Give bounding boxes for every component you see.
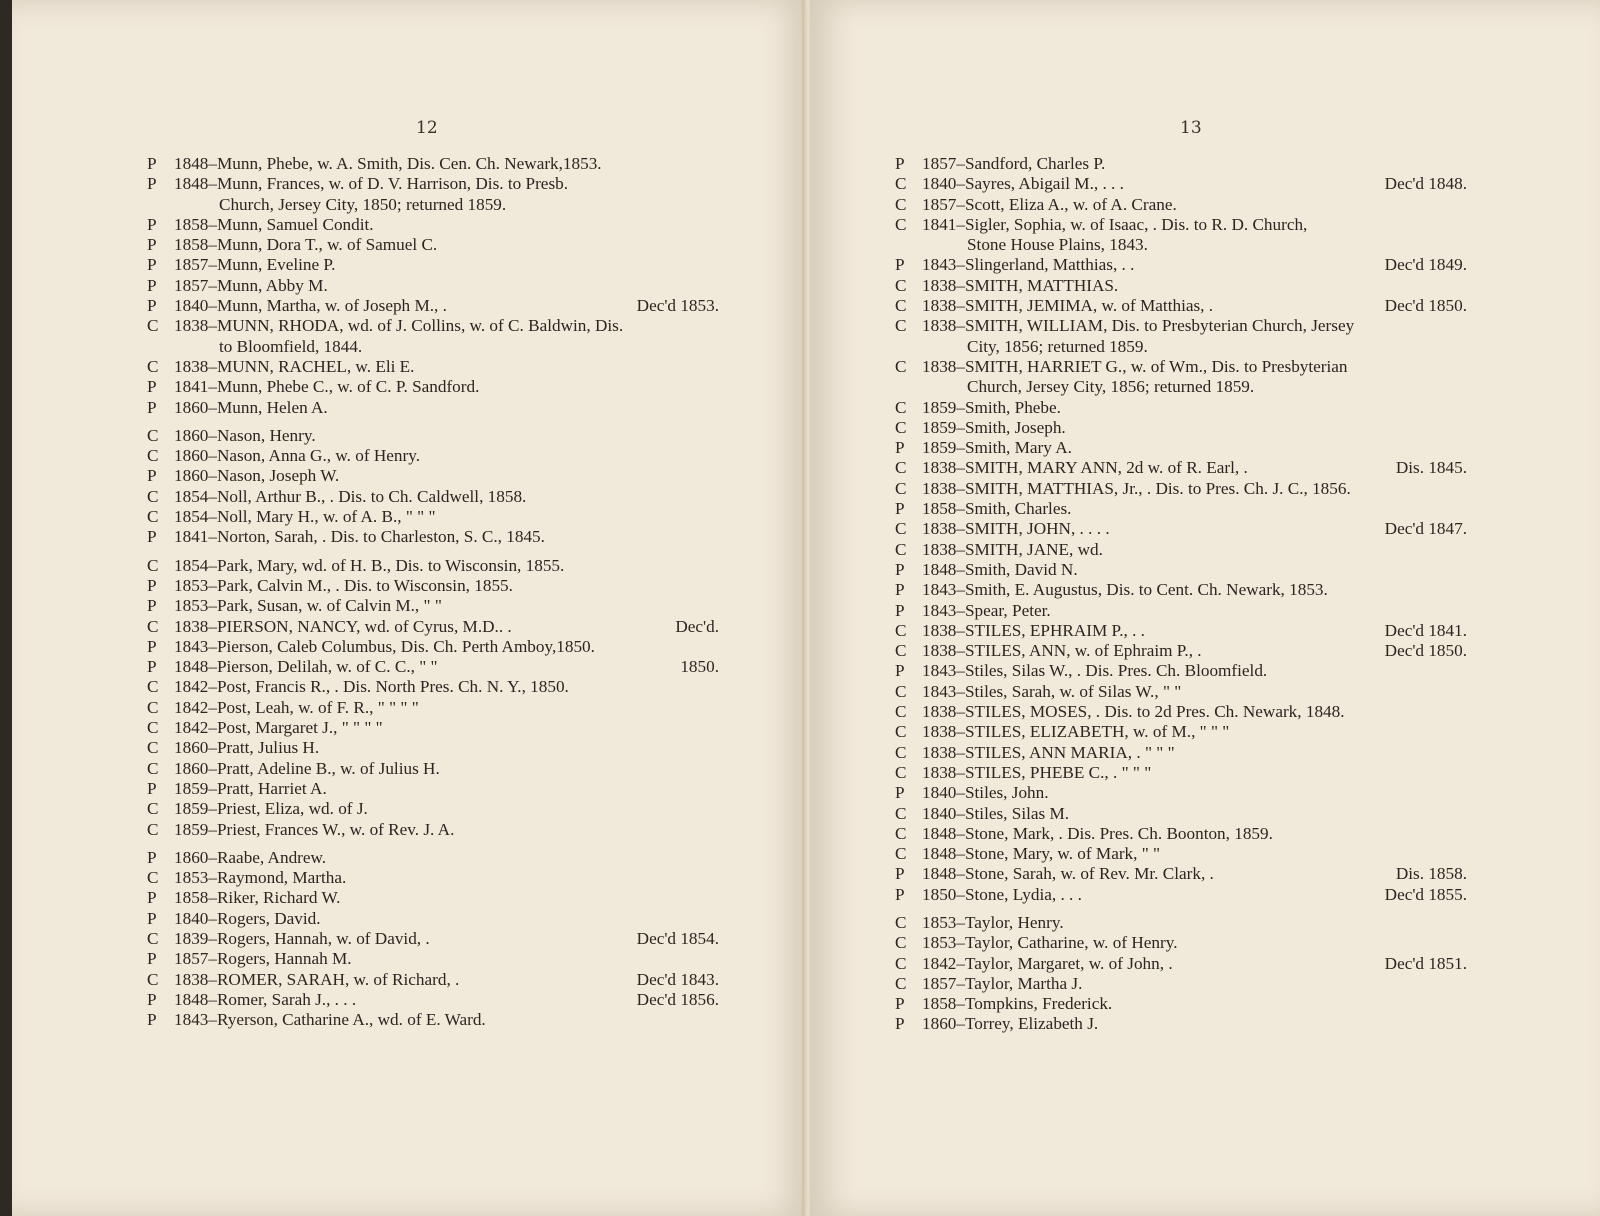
membership-code: P (895, 994, 905, 1014)
list-item (147, 596, 719, 616)
list-item (895, 601, 1467, 621)
membership-code: P (895, 1014, 905, 1034)
membership-code: P (147, 214, 157, 234)
list-item (147, 657, 719, 677)
entry-text: 1841–Sigler, Sophia, w. of Isaac, . Dis. to R. D. Church, (922, 214, 1308, 234)
entry-list (895, 154, 1467, 1035)
list-item (895, 154, 1467, 174)
membership-code: C (895, 397, 907, 417)
entry-text: 1860–Nason, Anna G., w. of Henry. (174, 446, 420, 466)
entry-note: Dec'd 1848. (1384, 174, 1467, 194)
entry-note: Dis. 1845. (1395, 458, 1467, 478)
entry-continuation: Stone House Plains, 1843. (967, 235, 1148, 255)
membership-code: C (147, 316, 159, 336)
entry-text: 1838–MUNN, RHODA, wd. of J. Collins, w. of C. Baldwin, Dis. (174, 316, 624, 336)
list-item (147, 949, 719, 969)
membership-code: P (147, 778, 157, 798)
list-item (895, 458, 1467, 478)
entry-text: 1838–STILES, EPHRAIM P., . . (922, 620, 1145, 640)
list-item (895, 255, 1467, 275)
membership-code: C (895, 722, 907, 742)
entry-text: 1840–Stiles, Silas M. (922, 803, 1070, 823)
entry-note: Dec'd 1841. (1384, 620, 1467, 640)
entry-text: 1842–Post, Margaret J., " " " " (174, 718, 383, 738)
list-item (895, 682, 1467, 702)
entry-text: 1838–STILES, ANN, w. of Ephraim P., . (922, 641, 1202, 661)
entry-note: Dec'd 1850. (1384, 641, 1467, 661)
membership-code: C (147, 425, 159, 445)
entry-text: 1858–Riker, Richard W. (174, 888, 341, 908)
list-item (895, 783, 1467, 803)
list-item (895, 913, 1467, 933)
entry-text: 1848–Munn, Phebe, w. A. Smith, Dis. Cen. Ch. Newark,1853. (174, 154, 602, 173)
membership-code: P (147, 636, 157, 656)
membership-code: C (147, 677, 159, 697)
list-item (895, 661, 1467, 681)
list-item (895, 722, 1467, 742)
entry-text: 1848–Stone, Mark, . Dis. Pres. Ch. Boonton, 1859. (922, 823, 1273, 843)
membership-code: C (147, 697, 159, 717)
membership-code: C (895, 953, 907, 973)
entry-note: Dec'd 1851. (1384, 953, 1467, 973)
list-item (147, 848, 719, 868)
entry-text: 1838–SMITH, MATTHIAS. (922, 275, 1119, 295)
membership-code: C (895, 174, 907, 194)
list-item (895, 621, 1467, 641)
entry-text: 1848–Romer, Sarah J., . . . (174, 989, 357, 1009)
entry-text: 1857–Sandford, Charles P. (922, 154, 1106, 173)
membership-code: C (895, 458, 907, 478)
entry-text: 1854–Noll, Arthur B., . Dis. to Ch. Caldwell, 1858. (174, 486, 527, 506)
entry-text: 1848–Smith, David N. (922, 559, 1078, 579)
entry-text: 1857–Rogers, Hannah M. (174, 949, 352, 969)
entry-continuation: City, 1856; returned 1859. (967, 336, 1148, 356)
membership-code: C (895, 933, 907, 953)
list-item (147, 970, 719, 990)
membership-code: C (895, 316, 907, 336)
entry-text: 1857–Munn, Abby M. (174, 275, 328, 295)
list-item (147, 154, 719, 174)
list-item (147, 296, 719, 316)
membership-code: P (147, 174, 157, 194)
list-item (147, 738, 719, 758)
membership-code: P (895, 154, 905, 173)
list-item (147, 888, 719, 908)
membership-code: C (895, 681, 907, 701)
list-item (147, 276, 719, 296)
entry-text: 1842–Post, Francis R., . Dis. North Pres. Ch. N. Y., 1850. (174, 677, 569, 697)
list-item (147, 617, 719, 637)
membership-code: P (147, 908, 157, 928)
entry-text: 1838–SMITH, JEMIMA, w. of Matthias, . (922, 296, 1214, 316)
membership-code: C (895, 539, 907, 559)
entry-text: 1857–Scott, Eliza A., w. of A. Crane. (922, 194, 1177, 214)
membership-code: C (147, 356, 159, 376)
entry-text: 1858–Tompkins, Frederick. (922, 994, 1113, 1014)
entry-text: 1857–Taylor, Martha J. (922, 973, 1083, 993)
membership-code: C (895, 275, 907, 295)
list-item (895, 479, 1467, 499)
membership-code: P (147, 596, 157, 616)
list-item (147, 398, 719, 418)
membership-code: C (147, 819, 159, 839)
entry-note: Dec'd 1847. (1384, 519, 1467, 539)
membership-code: C (147, 758, 159, 778)
entry-text: 1858–Munn, Samuel Condit. (174, 214, 374, 234)
membership-code: P (895, 580, 905, 600)
entry-note: Dec'd. (675, 616, 719, 636)
list-item (147, 929, 719, 949)
entry-text: 1860–Torrey, Elizabeth J. (922, 1014, 1099, 1034)
list-item (895, 499, 1467, 519)
right-page (810, 0, 1600, 1216)
membership-code: C (147, 928, 159, 948)
entry-text: 1838–SMITH, JOHN, . . . . (922, 519, 1110, 539)
membership-code: P (895, 438, 905, 458)
list-item (895, 540, 1467, 560)
membership-code: P (147, 466, 157, 486)
list-item (895, 954, 1467, 974)
list-item (147, 426, 719, 446)
entry-text: 1860–Pratt, Adeline B., w. of Julius H. (174, 758, 440, 778)
entry-note: Dec'd 1854. (636, 928, 719, 948)
membership-code: C (147, 486, 159, 506)
entry-text: 1838–STILES, ANN MARIA, . " " " (922, 742, 1175, 762)
list-item (147, 779, 719, 799)
list-item (895, 824, 1467, 844)
membership-code: P (147, 847, 157, 867)
membership-code: C (895, 702, 907, 722)
membership-code: P (147, 296, 157, 316)
list-item (147, 527, 719, 547)
entry-text: 1838–SMITH, HARRIET G., w. of Wm., Dis. to Presbyterian (922, 356, 1348, 376)
entry-text: 1843–Stiles, Sarah, w. of Silas W., " " (922, 681, 1182, 701)
entry-text: 1838–SMITH, WILLIAM, Dis. to Presbyterian Church, Jersey (922, 316, 1355, 336)
membership-code: C (895, 742, 907, 762)
entry-note: Dec'd 1849. (1384, 255, 1467, 275)
entry-text: 1853–Park, Susan, w. of Calvin M., " " (174, 596, 442, 616)
entry-text: 1840–Munn, Martha, w. of Joseph M., . (174, 296, 447, 316)
membership-code: C (895, 762, 907, 782)
entry-continuation: Church, Jersey City, 1856; returned 1859. (967, 377, 1255, 397)
membership-code: C (895, 356, 907, 376)
list-item (895, 641, 1467, 661)
entry-text: 1859–Smith, Mary A. (922, 438, 1072, 458)
list-item (895, 933, 1467, 953)
list-item (147, 507, 719, 527)
membership-code: P (147, 949, 157, 969)
page-number: 12 (416, 118, 438, 138)
membership-code: C (147, 718, 159, 738)
list-item (147, 316, 719, 336)
list-item (147, 377, 719, 397)
entry-text: 1857–Munn, Eveline P. (174, 255, 336, 275)
entry-text: 1838–SMITH, JANE, wd. (922, 539, 1103, 559)
membership-code: P (147, 657, 157, 677)
entry-text: 1838–STILES, PHEBE C., . " " " (922, 762, 1152, 782)
list-item (895, 560, 1467, 580)
membership-code: C (895, 194, 907, 214)
list-item (147, 759, 719, 779)
entry-text: 1860–Nason, Joseph W. (174, 466, 340, 486)
membership-code: C (895, 296, 907, 316)
membership-code: P (147, 1010, 157, 1030)
membership-code: P (147, 575, 157, 595)
list-item (147, 466, 719, 486)
entry-text: 1848–Munn, Frances, w. of D. V. Harrison, Dis. to Presb. (174, 174, 569, 194)
entry-text: 1859–Priest, Frances W., w. of Rev. J. A. (174, 819, 455, 839)
entry-text: 1848–Pierson, Delilah, w. of C. C., " " (174, 657, 438, 677)
entry-text: 1860–Munn, Helen A. (174, 397, 328, 417)
membership-code: P (895, 864, 905, 884)
list-item (147, 990, 719, 1010)
membership-code: P (895, 661, 905, 681)
membership-code: P (895, 499, 905, 519)
list-item (895, 702, 1467, 722)
membership-code: C (895, 641, 907, 661)
list-item (147, 868, 719, 888)
list-item (895, 316, 1467, 336)
entry-text: 1853–Park, Calvin M., . Dis. to Wisconsin, 1855. (174, 575, 513, 595)
entry-text: 1859–Priest, Eliza, wd. of J. (174, 799, 368, 819)
list-item (147, 357, 719, 377)
list-item (895, 580, 1467, 600)
entry-text: 1838–PIERSON, NANCY, wd. of Cyrus, M.D.. . (174, 616, 512, 636)
list-item (147, 799, 719, 819)
entry-text: 1853–Taylor, Catharine, w. of Henry. (922, 933, 1178, 953)
list-item (147, 446, 719, 466)
entry-text: 1843–Ryerson, Catharine A., wd. of E. Ward. (174, 1010, 486, 1030)
list-item (895, 804, 1467, 824)
membership-code: C (147, 616, 159, 636)
entry-text: 1840–Sayres, Abigail M., . . . (922, 174, 1124, 194)
entry-text: 1838–STILES, MOSES, . Dis. to 2d Pres. Ch. Newark, 1848. (922, 702, 1345, 722)
membership-code: C (147, 507, 159, 527)
list-item (895, 418, 1467, 438)
list-item (895, 174, 1467, 194)
membership-code: C (895, 620, 907, 640)
left-page (12, 0, 808, 1216)
entry-text: 1843–Pierson, Caleb Columbus, Dis. Ch. Perth Amboy,1850. (174, 636, 595, 656)
membership-code: C (895, 823, 907, 843)
entry-note: Dec'd 1853. (636, 296, 719, 316)
membership-code: C (895, 417, 907, 437)
membership-code: P (147, 377, 157, 397)
list-item (147, 487, 719, 507)
entry-text: 1853–Taylor, Henry. (922, 912, 1064, 932)
entry-note: Dec'd 1856. (636, 989, 719, 1009)
membership-code: C (895, 478, 907, 498)
list-item (895, 1014, 1467, 1034)
entry-note: 1850. (680, 657, 719, 677)
membership-code: P (147, 989, 157, 1009)
list-item (147, 909, 719, 929)
membership-code: C (147, 555, 159, 575)
entry-text: 1848–Stone, Sarah, w. of Rev. Mr. Clark, . (922, 864, 1214, 884)
entry-continuation: to Bloomfield, 1844. (219, 336, 363, 356)
entry-text: 1838–SMITH, MARY ANN, 2d w. of R. Earl, . (922, 458, 1248, 478)
list-item (895, 974, 1467, 994)
list-item (895, 844, 1467, 864)
entry-note: Dec'd 1855. (1384, 884, 1467, 904)
entry-text: 1859–Smith, Phebe. (922, 397, 1061, 417)
list-item (895, 195, 1467, 215)
list-item (895, 743, 1467, 763)
membership-code: C (895, 519, 907, 539)
membership-code: P (147, 397, 157, 417)
membership-code: C (147, 446, 159, 466)
list-item (895, 763, 1467, 783)
list-item (147, 1010, 719, 1030)
list-item (895, 438, 1467, 458)
membership-code: P (895, 600, 905, 620)
membership-code: C (895, 214, 907, 234)
list-item (147, 677, 719, 697)
membership-code: C (895, 803, 907, 823)
entry-text: 1841–Norton, Sarah, . Dis. to Charleston, S. C., 1845. (174, 527, 545, 547)
list-item (895, 357, 1467, 377)
membership-code: P (147, 275, 157, 295)
list-item (147, 718, 719, 738)
entry-list (147, 154, 719, 1030)
membership-code: C (147, 969, 159, 989)
membership-code: P (895, 255, 905, 275)
entry-text: 1838–SMITH, MATTHIAS, Jr., . Dis. to Pres. Ch. J. C., 1856. (922, 478, 1351, 498)
entry-text: 1838–ROMER, SARAH, w. of Richard, . (174, 969, 460, 989)
entry-text: 1853–Raymond, Martha. (174, 868, 347, 888)
list-item (147, 255, 719, 275)
entry-text: 1843–Smith, E. Augustus, Dis. to Cent. Ch. Newark, 1853. (922, 580, 1328, 600)
entry-text: 1838–STILES, ELIZABETH, w. of M., " " " (922, 722, 1230, 742)
entry-text: 1840–Rogers, David. (174, 908, 321, 928)
list-item (895, 296, 1467, 316)
entry-text: 1840–Stiles, John. (922, 783, 1049, 803)
entry-text: 1860–Nason, Henry. (174, 425, 316, 445)
entry-note: Dis. 1858. (1395, 864, 1467, 884)
entry-text: 1860–Raabe, Andrew. (174, 847, 327, 867)
entry-text: 1839–Rogers, Hannah, w. of David, . (174, 928, 430, 948)
membership-code: C (895, 844, 907, 864)
membership-code: P (147, 527, 157, 547)
entry-text: 1841–Munn, Phebe C., w. of C. P. Sandford. (174, 377, 480, 397)
entry-text: 1858–Munn, Dora T., w. of Samuel C. (174, 235, 438, 255)
entry-text: 1843–Spear, Peter. (922, 600, 1051, 620)
list-item (895, 864, 1467, 884)
entry-text: 1854–Park, Mary, wd. of H. B., Dis. to Wisconsin, 1855. (174, 555, 565, 575)
list-item (147, 576, 719, 596)
list-item (895, 994, 1467, 1014)
entry-text: 1850–Stone, Lydia, . . . (922, 884, 1082, 904)
list-item (147, 235, 719, 255)
entry-continuation: Church, Jersey City, 1850; returned 1859. (219, 194, 507, 214)
membership-code: P (147, 255, 157, 275)
entry-text: 1854–Noll, Mary H., w. of A. B., " " " (174, 507, 436, 527)
page-number: 13 (1180, 118, 1202, 138)
membership-code: C (147, 799, 159, 819)
entry-note: Dec'd 1843. (636, 969, 719, 989)
membership-code: P (147, 235, 157, 255)
list-item (147, 637, 719, 657)
list-item (147, 698, 719, 718)
entry-text: 1859–Pratt, Harriet A. (174, 778, 327, 798)
entry-note: Dec'd 1850. (1384, 296, 1467, 316)
membership-code: P (147, 154, 157, 173)
entry-text: 1860–Pratt, Julius H. (174, 738, 320, 758)
entry-text: 1842–Taylor, Margaret, w. of John, . (922, 953, 1173, 973)
entry-text: 1838–MUNN, RACHEL, w. Eli E. (174, 356, 415, 376)
membership-code: C (895, 912, 907, 932)
list-item (147, 215, 719, 235)
membership-code: C (147, 868, 159, 888)
entry-text: 1859–Smith, Joseph. (922, 417, 1066, 437)
list-item (147, 556, 719, 576)
list-item (147, 820, 719, 840)
entry-text: 1843–Stiles, Silas W., . Dis. Pres. Ch. Bloomfield. (922, 661, 1268, 681)
membership-code: C (895, 973, 907, 993)
membership-code: P (895, 559, 905, 579)
membership-code: C (147, 738, 159, 758)
membership-code: P (147, 888, 157, 908)
list-item (895, 215, 1467, 235)
entry-text: 1848–Stone, Mary, w. of Mark, " " (922, 844, 1161, 864)
list-item (895, 885, 1467, 905)
membership-code: P (895, 884, 905, 904)
list-item (895, 276, 1467, 296)
entry-text: 1858–Smith, Charles. (922, 499, 1072, 519)
list-item (895, 398, 1467, 418)
entry-text: 1843–Slingerland, Matthias, . . (922, 255, 1135, 275)
list-item (147, 174, 719, 194)
list-item (895, 519, 1467, 539)
membership-code: P (895, 783, 905, 803)
entry-text: 1842–Post, Leah, w. of F. R., " " " " (174, 697, 419, 717)
